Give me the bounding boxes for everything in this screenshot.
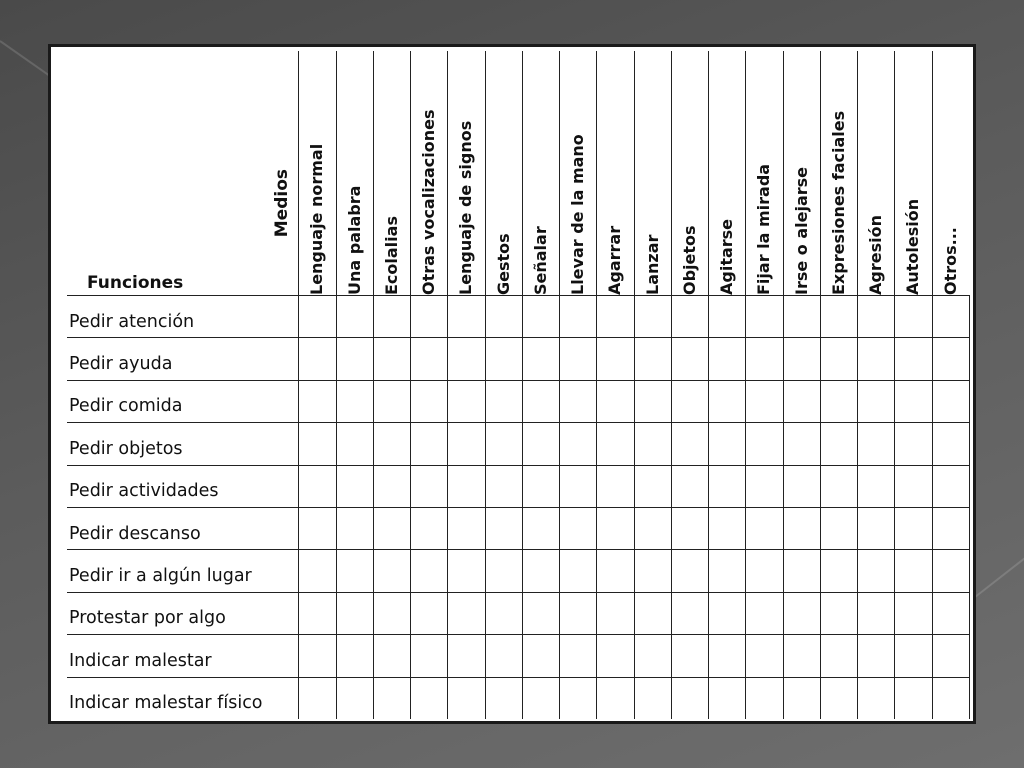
table-cell <box>932 550 969 592</box>
column-header-medio <box>560 51 597 296</box>
table-cell <box>671 423 708 465</box>
table-cell <box>932 635 969 677</box>
table-cell <box>560 550 597 592</box>
table-row <box>67 592 970 634</box>
table-cell <box>820 423 857 465</box>
table-cell <box>746 550 783 592</box>
medio-label: Ecolalias <box>381 216 401 295</box>
table-cell <box>522 507 559 549</box>
table-cell <box>932 507 969 549</box>
table-row <box>67 380 970 422</box>
row-header-funcion <box>67 423 299 465</box>
funcion-label: Indicar malestar físico <box>69 693 263 714</box>
column-header-medio <box>709 51 746 296</box>
table-cell <box>932 677 969 719</box>
table-cell <box>746 380 783 422</box>
medio-label: Otras vocalizaciones <box>419 109 439 295</box>
table-cell <box>634 507 671 549</box>
table-cell <box>783 423 820 465</box>
table-cell <box>336 423 373 465</box>
funcion-label: Pedir atención <box>69 311 195 332</box>
table-cell <box>597 677 634 719</box>
funcion-label: Pedir ir a algún lugar <box>69 566 252 587</box>
table-cell <box>411 677 448 719</box>
table-cell <box>373 465 410 507</box>
table-cell <box>485 635 522 677</box>
medio-label: Autolesión <box>903 198 923 295</box>
table-cell <box>858 296 895 338</box>
table-header-row <box>67 51 970 296</box>
table-cell <box>858 507 895 549</box>
table-cell <box>336 592 373 634</box>
table-cell <box>560 507 597 549</box>
table-cell <box>522 296 559 338</box>
table-cell <box>858 677 895 719</box>
table-row <box>67 550 970 592</box>
table-cell <box>709 465 746 507</box>
table-cell <box>485 423 522 465</box>
column-header-medio <box>634 51 671 296</box>
medio-label: Agresión <box>866 215 886 295</box>
table-cell <box>299 635 336 677</box>
medios-axis-label: Medios <box>272 168 293 237</box>
table-cell <box>671 635 708 677</box>
table-cell <box>336 296 373 338</box>
table-cell <box>485 550 522 592</box>
table-cell <box>783 635 820 677</box>
table-cell <box>783 507 820 549</box>
table-cell <box>448 423 485 465</box>
table-body <box>67 296 970 720</box>
table-cell <box>895 296 932 338</box>
table-cell <box>820 550 857 592</box>
table-cell <box>485 677 522 719</box>
column-header-medio <box>448 51 485 296</box>
table-cell <box>522 423 559 465</box>
table-row <box>67 465 970 507</box>
table-cell <box>709 507 746 549</box>
table-cell <box>411 465 448 507</box>
table-cell <box>522 380 559 422</box>
table-cell <box>522 592 559 634</box>
table-cell <box>783 592 820 634</box>
column-header-medio <box>783 51 820 296</box>
row-header-funcion <box>67 296 299 338</box>
table-cell <box>895 507 932 549</box>
table-cell <box>932 380 969 422</box>
table-cell <box>597 423 634 465</box>
table-cell <box>448 550 485 592</box>
medio-label: Lenguaje de signos <box>456 120 476 295</box>
row-header-funcion <box>67 465 299 507</box>
column-header-medio <box>858 51 895 296</box>
table-cell <box>336 677 373 719</box>
table-cell <box>560 338 597 380</box>
table-cell <box>597 550 634 592</box>
table-cell <box>858 338 895 380</box>
medio-label: Agarrar <box>605 225 625 295</box>
medio-label: Otros... <box>941 227 961 295</box>
table-cell <box>820 592 857 634</box>
table-cell <box>709 296 746 338</box>
table-cell <box>895 677 932 719</box>
table-cell <box>560 635 597 677</box>
table-cell <box>485 465 522 507</box>
funcion-label: Pedir comida <box>69 396 183 417</box>
funcion-label: Protestar por algo <box>69 608 226 629</box>
table-corner-header <box>67 51 299 296</box>
table-cell <box>299 296 336 338</box>
table-cell <box>932 423 969 465</box>
table-cell <box>895 338 932 380</box>
column-header-medio <box>820 51 857 296</box>
medio-label: Expresiones faciales <box>828 110 848 295</box>
table-row <box>67 338 970 380</box>
table-cell <box>783 550 820 592</box>
medio-label: Fijar la mirada <box>754 163 774 295</box>
table-cell <box>634 423 671 465</box>
table-row <box>67 507 970 549</box>
table-cell <box>373 592 410 634</box>
table-cell <box>336 338 373 380</box>
table-cell <box>709 550 746 592</box>
table-cell <box>634 465 671 507</box>
table-cell <box>634 338 671 380</box>
table-cell <box>560 380 597 422</box>
funcion-label: Pedir objetos <box>69 438 183 459</box>
table-cell <box>373 635 410 677</box>
table-cell <box>671 296 708 338</box>
table-cell <box>411 635 448 677</box>
table-cell <box>522 465 559 507</box>
table-cell <box>336 380 373 422</box>
table-cell <box>597 592 634 634</box>
table-cell <box>634 592 671 634</box>
table-row <box>67 296 970 338</box>
table-cell <box>560 423 597 465</box>
table-cell <box>783 677 820 719</box>
table-cell <box>932 592 969 634</box>
table-cell <box>746 423 783 465</box>
column-header-medio <box>597 51 634 296</box>
medio-label: Gestos <box>493 233 513 295</box>
table-cell <box>746 592 783 634</box>
table-cell <box>746 507 783 549</box>
table-cell <box>336 507 373 549</box>
row-header-funcion <box>67 635 299 677</box>
table-cell <box>299 380 336 422</box>
table-cell <box>895 550 932 592</box>
table-cell <box>336 550 373 592</box>
table-cell <box>299 550 336 592</box>
table-cell <box>299 507 336 549</box>
table-cell <box>783 465 820 507</box>
table-cell <box>746 635 783 677</box>
table-cell <box>858 592 895 634</box>
table-cell <box>485 592 522 634</box>
table-cell <box>411 550 448 592</box>
table-cell <box>895 423 932 465</box>
table-cell <box>373 550 410 592</box>
table-cell <box>597 296 634 338</box>
table-cell <box>820 338 857 380</box>
table-cell <box>746 338 783 380</box>
table-cell <box>820 635 857 677</box>
table-cell <box>485 296 522 338</box>
column-header-medio <box>336 51 373 296</box>
table-cell <box>597 635 634 677</box>
column-header-medio <box>746 51 783 296</box>
table-cell <box>858 635 895 677</box>
table-cell <box>373 338 410 380</box>
table-cell <box>671 338 708 380</box>
table-cell <box>634 677 671 719</box>
table-cell <box>597 465 634 507</box>
column-header-medio <box>671 51 708 296</box>
table-cell <box>597 380 634 422</box>
table-cell <box>932 296 969 338</box>
table-cell <box>858 380 895 422</box>
medio-label: Objetos <box>679 225 699 295</box>
table-cell <box>709 635 746 677</box>
table-cell <box>448 592 485 634</box>
table-row <box>67 677 970 719</box>
table-cell <box>858 423 895 465</box>
table-cell <box>560 592 597 634</box>
table-cell <box>671 550 708 592</box>
table-cell <box>485 507 522 549</box>
table-cell <box>560 677 597 719</box>
table-cell <box>448 507 485 549</box>
table-cell <box>709 338 746 380</box>
column-header-medio <box>411 51 448 296</box>
table-cell <box>373 677 410 719</box>
column-header-medio <box>373 51 410 296</box>
table-cell <box>634 296 671 338</box>
funcion-label: Pedir actividades <box>69 481 219 502</box>
table-cell <box>783 296 820 338</box>
table-cell <box>895 635 932 677</box>
table-cell <box>522 550 559 592</box>
table-cell <box>411 338 448 380</box>
table-cell <box>634 635 671 677</box>
table-cell <box>411 296 448 338</box>
table-cell <box>373 296 410 338</box>
table-cell <box>746 677 783 719</box>
row-header-funcion <box>67 677 299 719</box>
table-cell <box>448 465 485 507</box>
table-cell <box>336 465 373 507</box>
background-decoration <box>969 551 1024 602</box>
table-cell <box>448 338 485 380</box>
table-cell <box>411 423 448 465</box>
functions-means-table <box>67 51 970 719</box>
medio-label: Llevar de la mano <box>568 134 588 295</box>
table-cell <box>709 423 746 465</box>
table-cell <box>522 635 559 677</box>
table-cell <box>373 507 410 549</box>
column-header-medio <box>485 51 522 296</box>
funcion-label: Pedir descanso <box>69 523 201 544</box>
table-cell <box>299 465 336 507</box>
table-cell <box>746 465 783 507</box>
table-cell <box>895 380 932 422</box>
table-cell <box>671 507 708 549</box>
table-cell <box>485 380 522 422</box>
funciones-axis-label: Funciones <box>87 273 184 293</box>
table-cell <box>373 423 410 465</box>
functions-means-sheet <box>48 44 976 724</box>
table-cell <box>895 592 932 634</box>
table-cell <box>895 465 932 507</box>
table-cell <box>671 465 708 507</box>
table-cell <box>671 380 708 422</box>
column-header-medio <box>522 51 559 296</box>
table-cell <box>671 592 708 634</box>
row-header-funcion <box>67 507 299 549</box>
table-cell <box>634 380 671 422</box>
funcion-label: Pedir ayuda <box>69 354 173 375</box>
table-row <box>67 635 970 677</box>
table-cell <box>820 677 857 719</box>
table-cell <box>336 635 373 677</box>
table-cell <box>299 592 336 634</box>
table-cell <box>671 677 708 719</box>
table-cell <box>709 380 746 422</box>
column-header-medio <box>932 51 969 296</box>
table-cell <box>597 338 634 380</box>
table-cell <box>820 296 857 338</box>
column-header-medio <box>299 51 336 296</box>
table-cell <box>299 423 336 465</box>
table-cell <box>709 677 746 719</box>
medio-label: Lanzar <box>642 234 662 295</box>
table-cell <box>709 592 746 634</box>
table-cell <box>522 338 559 380</box>
table-cell <box>411 507 448 549</box>
table-cell <box>820 465 857 507</box>
table-cell <box>746 296 783 338</box>
table-cell <box>858 550 895 592</box>
table-cell <box>373 380 410 422</box>
table-cell <box>932 338 969 380</box>
medio-label: Agitarse <box>717 218 737 295</box>
medio-label: Lenguaje normal <box>307 143 327 295</box>
table-cell <box>560 465 597 507</box>
table-cell <box>299 338 336 380</box>
table-cell <box>597 507 634 549</box>
table-cell <box>560 296 597 338</box>
medio-label: Una palabra <box>344 185 364 295</box>
funcion-label: Indicar malestar <box>69 650 212 671</box>
table-cell <box>411 592 448 634</box>
medio-label: Irse o alejarse <box>791 166 811 295</box>
table-cell <box>299 677 336 719</box>
table-cell <box>485 338 522 380</box>
table-cell <box>820 380 857 422</box>
table-cell <box>820 507 857 549</box>
table-row <box>67 423 970 465</box>
table-cell <box>411 380 448 422</box>
table-cell <box>783 380 820 422</box>
table-cell <box>448 296 485 338</box>
table-cell <box>783 338 820 380</box>
table-cell <box>448 677 485 719</box>
table-cell <box>448 380 485 422</box>
medio-label: Señalar <box>530 226 550 295</box>
row-header-funcion <box>67 550 299 592</box>
row-header-funcion <box>67 592 299 634</box>
table-cell <box>932 465 969 507</box>
table-cell <box>522 677 559 719</box>
table-cell <box>448 635 485 677</box>
table-cell <box>858 465 895 507</box>
column-header-medio <box>895 51 932 296</box>
row-header-funcion <box>67 380 299 422</box>
row-header-funcion <box>67 338 299 380</box>
table-cell <box>634 550 671 592</box>
